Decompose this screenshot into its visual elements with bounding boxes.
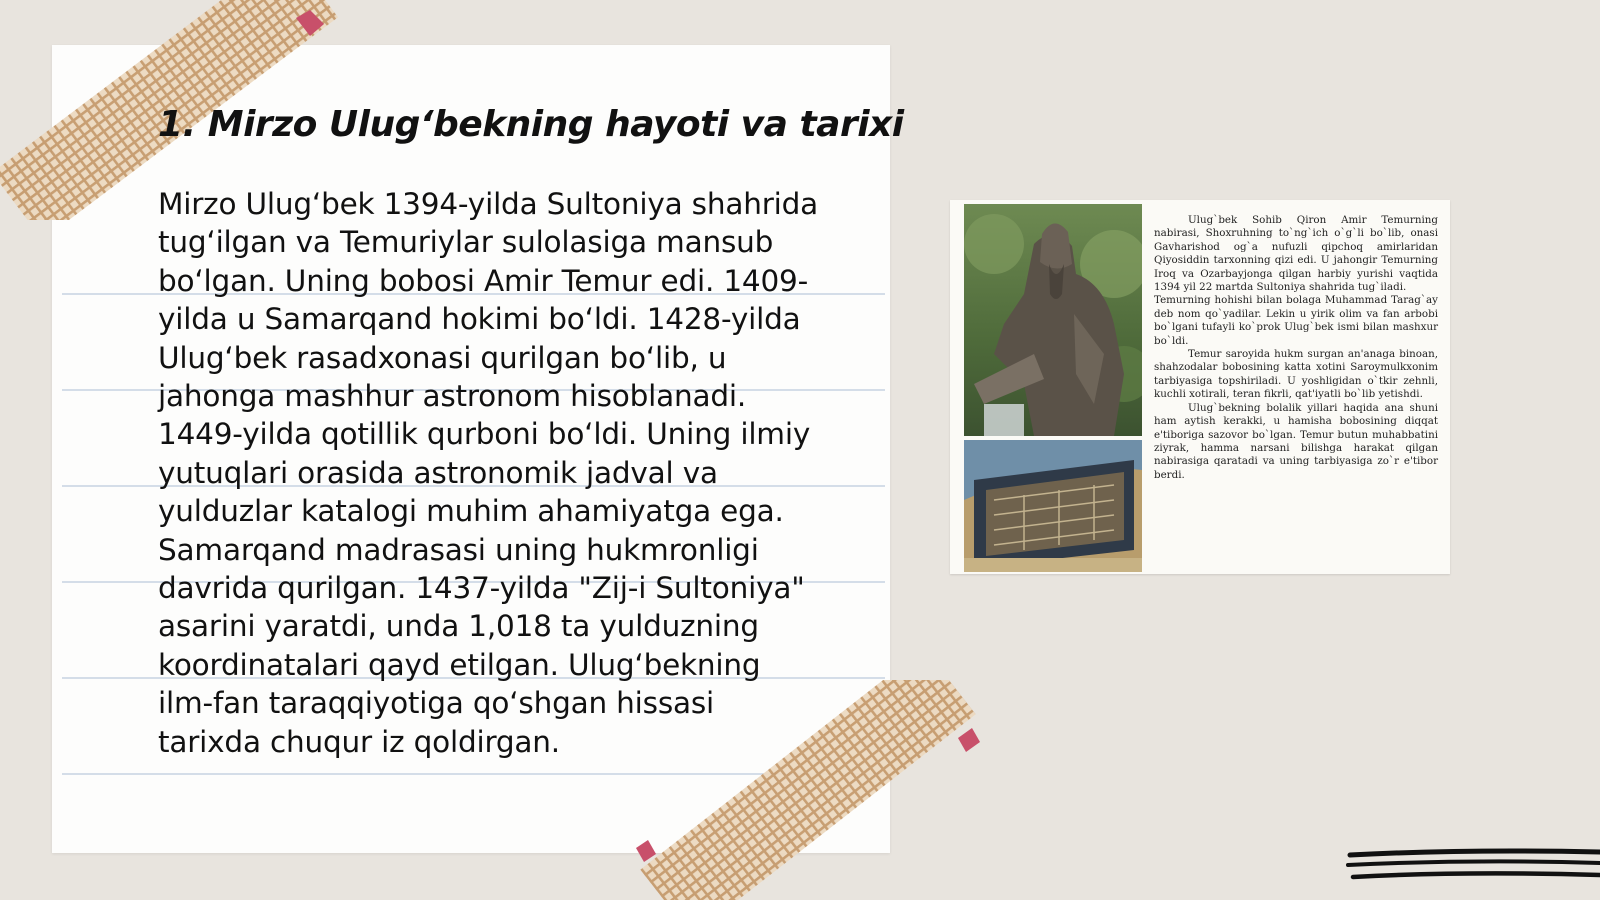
book-paragraph: Temur saroyida hukm surgan an'anaga binoan, shahzodalar bobosining katta xotini Saroymulkxonim tarbiyasiga topshiriladi. U yoshligidan o`tkir zehnli, kuchli xotirali, teran fikrli, qat'iyatli bo`lib yetishdi. bbox=[1154, 348, 1438, 401]
book-page-image bbox=[950, 200, 1450, 574]
slide-title: 1. Mirzo Ulug‘bekning hayoti va tarixi bbox=[158, 104, 904, 145]
mosaic-photo bbox=[964, 440, 1142, 572]
book-paragraph: Temurning hohishi bilan bolaga Muhammad Tarag`ay deb nom qo`yadilar. Lekin u yirik olim va fan arbobi bo`lgani tufayli ko`prok Ulug`bek ismi bilan mashxur bo`ldi. bbox=[1154, 294, 1438, 347]
book-paragraph: Ulug`bek Sohib Qiron Amir Temurning nabirasi, Shoxruhning to`ng`ich o`g`li bo`lib, onasi Gavharishod og`a nufuzli qipchoq amirlaridan Qiyosiddin tarxonning qizi edi. U jahongir Temurning Iroq va Ozarbayjonga qilgan harbiy yurishi vaqtida 1394 yil 22 martda Sultoniya shahrida tug`iladi. bbox=[1154, 214, 1438, 294]
book-paragraph: Ulug`bekning bolalik yillari haqida ana shuni ham aytish kerakki, u hamisha bobosining diqqat e'tiboriga sazovor bo`lgan. Temur butun muhabbatini ziyrak, hamma narsani bilishga harakat qilgan nabirasiga qaratadi va uning tarbiyasiga zo`r e'tibor berdi. bbox=[1154, 401, 1438, 481]
slide-body-text: Mirzo Ulug‘bek 1394-yilda Sultoniya shahrida tug‘ilgan va Temuriylar sulolasiga mansub bo‘lgan. Uning bobosi Amir Temur edi. 1409- yilda u Samarqand hokimi bo‘ldi. 1428-yilda Ulug‘bek rasadxonasi qurilgan bo‘lib, u jahonga mashhur astronom hisoblanadi. 1449-yilda qotillik qurboni bo‘ldi. Uning ilmiy yutuqlari orasida astronomik jadval va yulduzlar katalogi muhim ahamiyatga ega. Samarqand madrasasi uning hukmronligi davrida qurilgan. 1437-yilda "Zij-i Sultoniya" asarini yaratdi, unda 1,018 ta yulduzning koordinatalari qayd etilgan. Ulug‘bekning ilm-fan taraqqiyotiga qo‘shgan hissasi tarixda chuqur iz qoldirgan. bbox=[158, 187, 819, 759]
book-page-text bbox=[1154, 214, 1438, 482]
statue-photo bbox=[964, 204, 1142, 436]
brush-stroke-decoration bbox=[1345, 845, 1600, 894]
